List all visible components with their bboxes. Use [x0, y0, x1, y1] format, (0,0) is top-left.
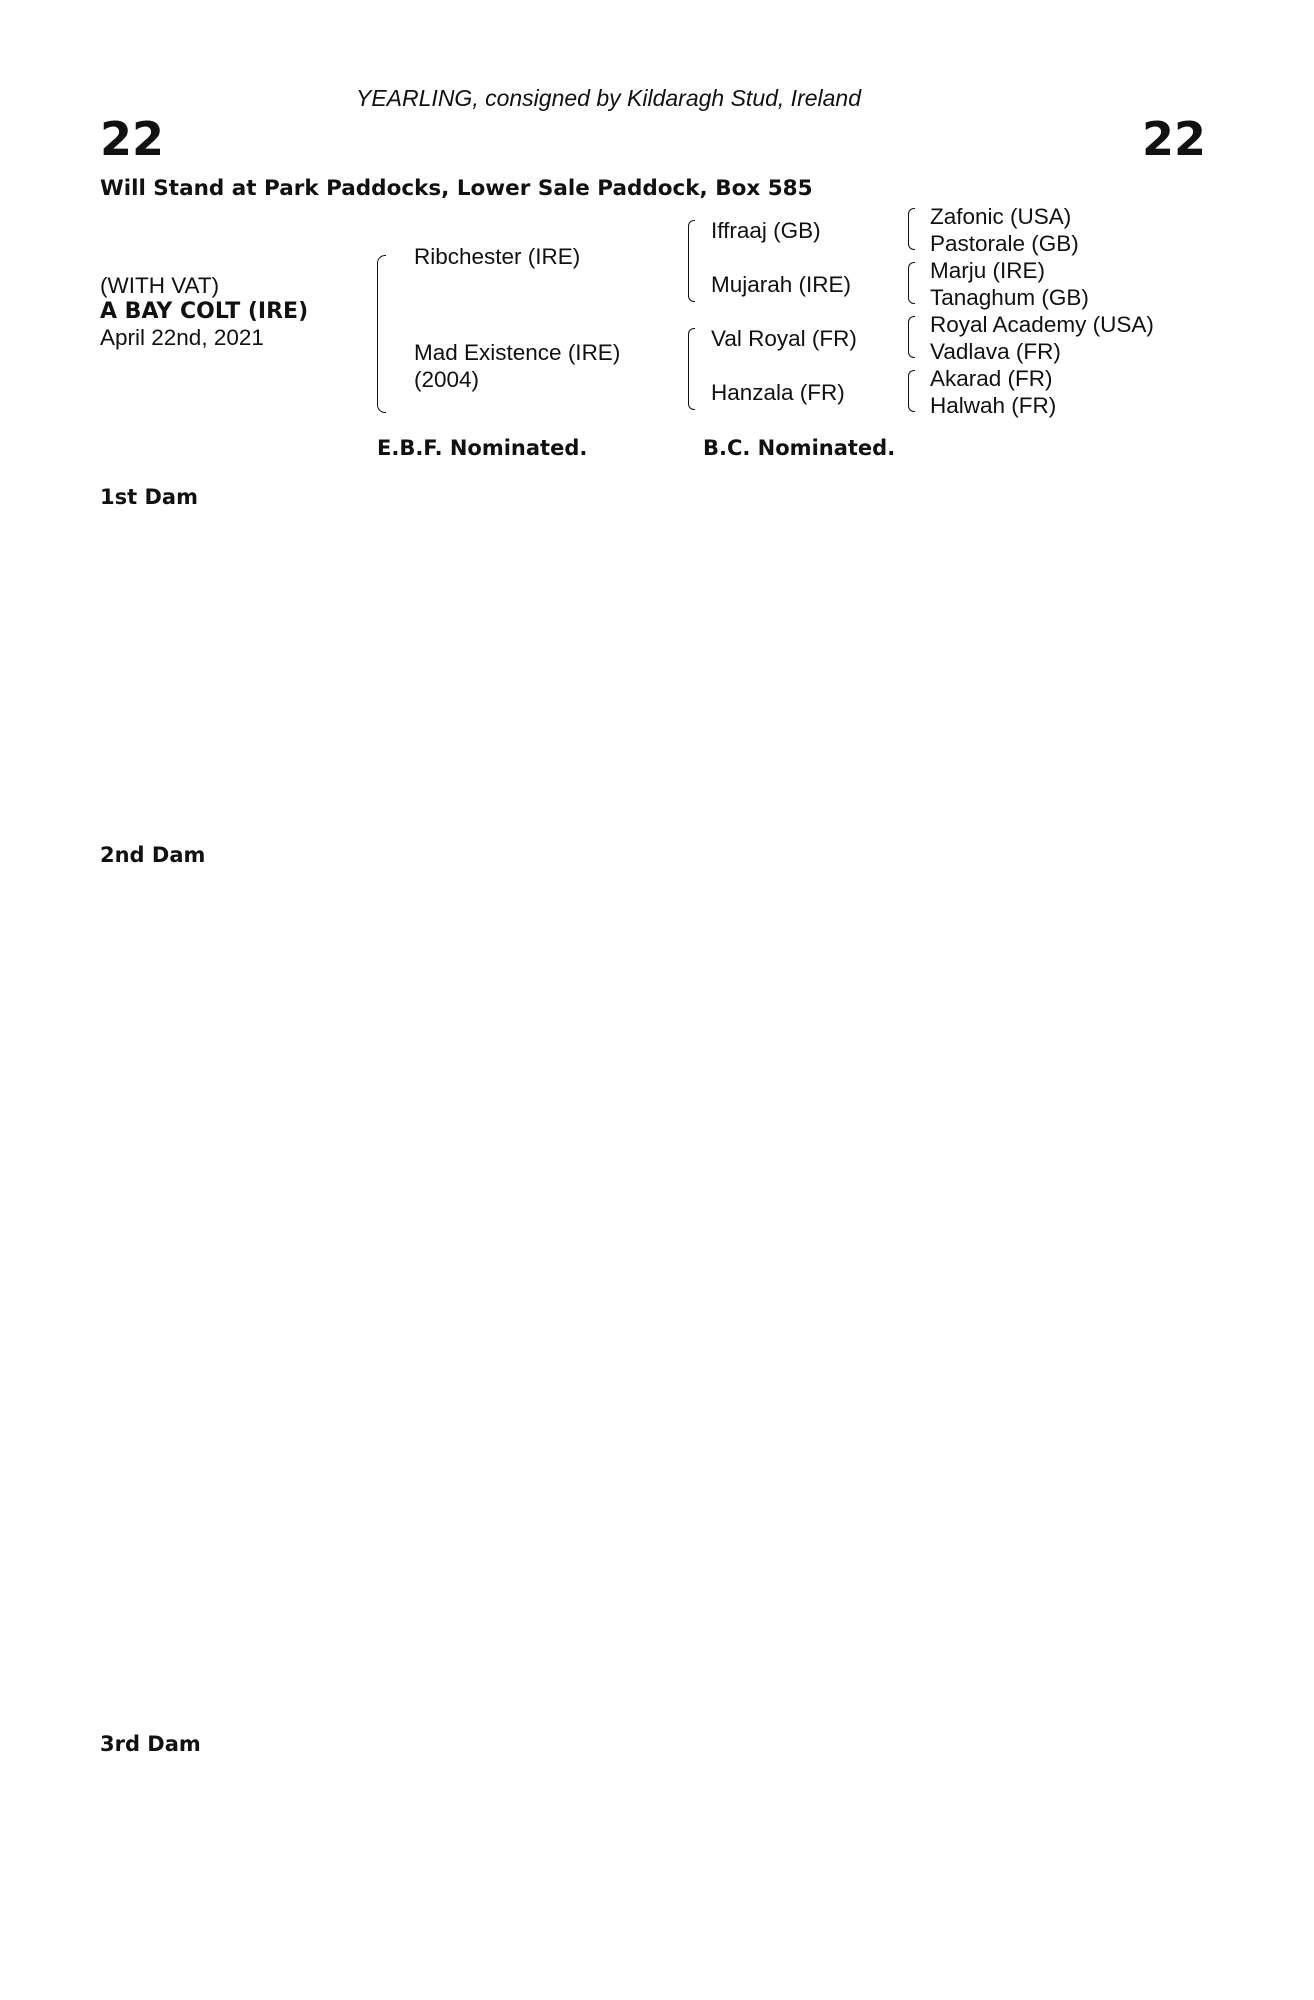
stand-location: Will Stand at Park Paddocks, Lower Sale Paddock, Box 585	[100, 176, 813, 201]
horse-name: A BAY COLT (IRE)	[100, 299, 309, 324]
brace	[908, 370, 915, 412]
dam-sire: Val Royal (FR)	[711, 326, 857, 351]
dam-dam: Hanzala (FR)	[711, 380, 845, 405]
consignment-subtitle: YEARLING, consigned by Kildaragh Stud, Ireland	[356, 85, 862, 111]
gg-zafonic: Zafonic (USA)	[930, 204, 1072, 229]
bc-nominated: B.C. Nominated.	[703, 436, 896, 460]
brace	[377, 255, 386, 413]
brace	[688, 220, 695, 302]
dam-year: (2004)	[414, 367, 480, 392]
third-dam-heading: 3rd Dam	[100, 1732, 201, 1756]
brace	[908, 262, 915, 304]
gg-akarad: Akarad (FR)	[930, 366, 1053, 391]
brace	[908, 208, 915, 250]
sire-dam: Mujarah (IRE)	[711, 272, 852, 297]
first-dam-heading: 1st Dam	[100, 485, 198, 509]
dam: Mad Existence (IRE)	[414, 340, 621, 365]
gg-vadlava: Vadlava (FR)	[930, 339, 1061, 364]
lot-number-left: 22	[100, 112, 165, 166]
gg-royal-academy: Royal Academy (USA)	[930, 312, 1154, 337]
sire-sire: Iffraaj (GB)	[711, 218, 821, 243]
gg-pastorale: Pastorale (GB)	[930, 231, 1079, 256]
gg-tanaghum: Tanaghum (GB)	[930, 285, 1089, 310]
gg-marju: Marju (IRE)	[930, 258, 1046, 283]
horse-dob: April 22nd, 2021	[100, 325, 264, 350]
sire: Ribchester (IRE)	[414, 244, 581, 269]
vat-note: (WITH VAT)	[100, 273, 220, 298]
brace	[688, 328, 695, 410]
second-dam-heading: 2nd Dam	[100, 843, 206, 867]
ebf-nominated: E.B.F. Nominated.	[377, 436, 588, 460]
lot-number-right: 22	[1141, 112, 1206, 166]
gg-halwah: Halwah (FR)	[930, 393, 1057, 418]
brace	[908, 316, 915, 358]
